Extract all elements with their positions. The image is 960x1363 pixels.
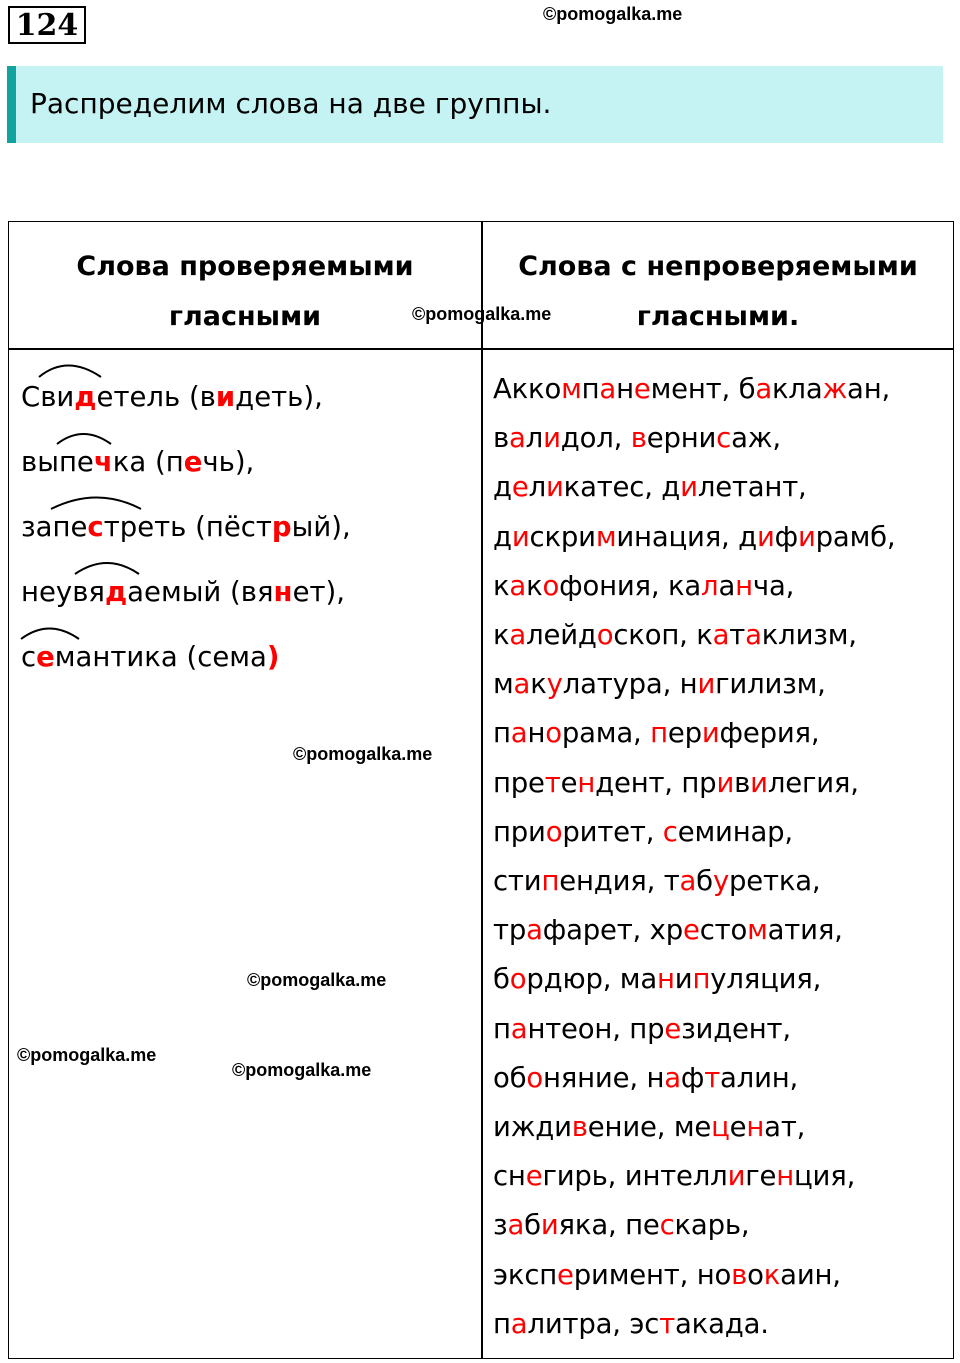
right-word-line: приоритет, семинар,: [493, 815, 793, 848]
highlighted-vowel: е: [511, 471, 529, 504]
highlighted-vowel: н: [746, 1111, 765, 1144]
right-word-line: валидол, вернисаж,: [493, 422, 781, 455]
right-word-line: бордюр, манипуляция,: [493, 963, 822, 996]
highlighted-vowel: а: [509, 422, 526, 455]
highlighted-vowel: н: [273, 576, 293, 608]
highlighted-vowel: л: [701, 569, 719, 602]
highlighted-vowel: а: [599, 373, 617, 405]
highlighted-vowel: в: [731, 1258, 748, 1291]
highlighted-vowel: а: [507, 1209, 525, 1242]
highlighted-vowel: с: [659, 1209, 675, 1242]
highlighted-vowel: т: [659, 1307, 676, 1340]
highlighted-vowel: с: [716, 422, 732, 455]
highlighted-vowel: о: [526, 1061, 544, 1094]
highlighted-vowel: и: [543, 422, 561, 455]
highlighted-vowel: а: [664, 1061, 681, 1094]
highlighted-vowel: у: [546, 668, 563, 701]
watermark: ©pomogalka.me: [17, 1045, 157, 1065]
instruction-banner: [7, 66, 943, 143]
highlighted-vowel: и: [545, 471, 564, 504]
highlighted-vowel: а: [755, 373, 772, 405]
highlighted-vowel: с: [87, 511, 104, 543]
header-right: [483, 242, 953, 342]
highlighted-vowel: и: [697, 668, 716, 701]
watermark: ©pomogalka.me: [247, 970, 387, 990]
instruction-text: Распределим слова на две группы.: [30, 87, 552, 120]
highlighted-vowel: п: [650, 717, 668, 750]
exercise-number: 124: [8, 6, 86, 44]
highlighted-vowel: м: [595, 520, 617, 553]
highlighted-vowel: и: [716, 766, 735, 799]
highlighted-vowel: о: [509, 963, 527, 996]
highlighted-vowel: м: [561, 373, 582, 405]
highlighted-vowel: к: [763, 1258, 781, 1291]
highlighted-vowel: в: [630, 422, 647, 455]
watermark: ©pomogalka.me: [543, 4, 683, 24]
right-word-line: Аккомпанемент, баклажан,: [493, 373, 891, 405]
right-word-line: трафарет, хрестоматия,: [493, 914, 843, 947]
highlighted-vowel: н: [735, 569, 753, 602]
highlighted-vowel: ч: [93, 446, 113, 478]
root-arc-marks: [9, 222, 479, 922]
highlighted-vowel: н: [776, 1160, 795, 1193]
highlighted-vowel: у: [712, 865, 730, 898]
header-right-line: Слова с непроверяемыми: [518, 251, 918, 282]
highlighted-vowel: д: [74, 381, 97, 413]
root-arc: [57, 434, 111, 444]
right-column-words: [493, 365, 895, 1349]
highlighted-vowel: м: [747, 914, 768, 947]
words-table: [8, 221, 954, 1359]
highlighted-vowel: [653, 471, 662, 503]
header-right-line: гласными.: [636, 301, 800, 332]
highlighted-vowel: а: [712, 619, 730, 652]
highlighted-vowel: о: [596, 619, 614, 652]
highlighted-vowel: а: [745, 619, 762, 652]
highlighted-vowel: е: [183, 446, 203, 478]
right-word-line: снегирь, интеллигенция,: [493, 1160, 856, 1193]
highlighted-vowel: а: [509, 619, 527, 652]
highlighted-vowel: а: [510, 1012, 528, 1045]
highlighted-vowel: н: [577, 766, 596, 799]
highlighted-vowel: е: [664, 1012, 682, 1045]
highlighted-vowel: а: [510, 1307, 528, 1340]
header-left-line: гласными: [168, 301, 322, 332]
watermark: ©pomogalka.me: [293, 744, 433, 764]
header-left-line: Слова проверяемыми: [76, 251, 414, 282]
right-word-line: дискриминация, дифирамб,: [493, 520, 896, 553]
highlighted-vowel: и: [540, 1209, 559, 1242]
highlighted-vowel: о: [545, 815, 563, 848]
highlighted-vowel: и: [701, 717, 720, 750]
left-word-line: семантика (сема): [21, 641, 280, 673]
watermark: ©pomogalka.me: [412, 304, 552, 324]
right-word-line: претендент, привилегия,: [493, 766, 859, 799]
highlighted-vowel: е: [525, 1160, 543, 1193]
highlighted-vowel: а: [513, 668, 531, 701]
right-word-line: иждивение, меценат,: [493, 1111, 806, 1144]
highlighted-vowel: д: [104, 576, 128, 608]
right-word-line: эксперимент, новокаин,: [493, 1258, 841, 1291]
highlighted-vowel: и: [750, 766, 768, 799]
highlighted-vowel: а: [679, 865, 697, 898]
right-word-line: калейдоскоп, катаклизм,: [493, 619, 857, 652]
highlighted-vowel: ): [266, 641, 280, 673]
highlighted-vowel: ц: [711, 1111, 730, 1144]
highlighted-vowel: т: [544, 766, 561, 799]
right-word-line: панорама, периферия,: [493, 717, 820, 750]
right-word-line: какофония, каланча,: [493, 569, 795, 602]
right-word-line: пантеон, президент,: [493, 1012, 791, 1045]
watermark: ©pomogalka.me: [232, 1060, 372, 1080]
right-word-line: палитра, эстакада.: [493, 1307, 769, 1340]
highlighted-vowel: п: [692, 963, 711, 996]
highlighted-vowel: и: [727, 1160, 746, 1193]
highlighted-vowel: о: [545, 717, 562, 750]
highlighted-vowel: в: [571, 1111, 588, 1144]
highlighted-vowel: а: [509, 569, 527, 602]
root-arc: [75, 563, 139, 574]
highlighted-vowel: и: [797, 520, 816, 553]
root-arc: [39, 366, 101, 378]
root-arc: [51, 498, 141, 510]
left-word-line: Свидетель (видеть),: [21, 381, 323, 413]
highlighted-vowel: е: [682, 914, 700, 947]
left-word-line: выпечка (печь),: [21, 446, 255, 478]
right-word-line: стипендия, табуретка,: [493, 865, 821, 898]
highlighted-vowel: с: [662, 815, 678, 848]
highlighted-vowel: т: [704, 1061, 721, 1094]
highlighted-vowel: и: [756, 520, 775, 553]
highlighted-vowel: и: [511, 520, 530, 553]
highlighted-vowel: ж: [822, 373, 848, 405]
highlighted-vowel: е: [36, 641, 55, 673]
highlighted-vowel: а: [510, 717, 528, 750]
highlighted-vowel: е: [633, 373, 651, 405]
left-word-line: запестреть (пёстрый),: [21, 511, 351, 543]
highlighted-vowel: н: [657, 963, 675, 996]
highlighted-vowel: е: [557, 1258, 574, 1291]
highlighted-vowel: и: [680, 471, 698, 504]
highlighted-vowel: и: [215, 381, 236, 413]
right-word-line: обоняние, нафталин,: [493, 1061, 799, 1094]
highlighted-vowel: р: [271, 511, 292, 543]
left-word-line: неувядаемый (вянет),: [21, 576, 345, 608]
right-word-line: забияка, пескарь,: [493, 1209, 750, 1242]
right-word-line: макулатура, нигилизм,: [493, 668, 826, 701]
root-arc: [21, 629, 79, 640]
highlighted-vowel: п: [541, 865, 560, 898]
highlighted-vowel: о: [542, 569, 560, 602]
right-word-line: деликатес, дилетант,: [493, 471, 807, 504]
table-column-divider: [481, 222, 483, 1358]
highlighted-vowel: а: [526, 914, 543, 947]
